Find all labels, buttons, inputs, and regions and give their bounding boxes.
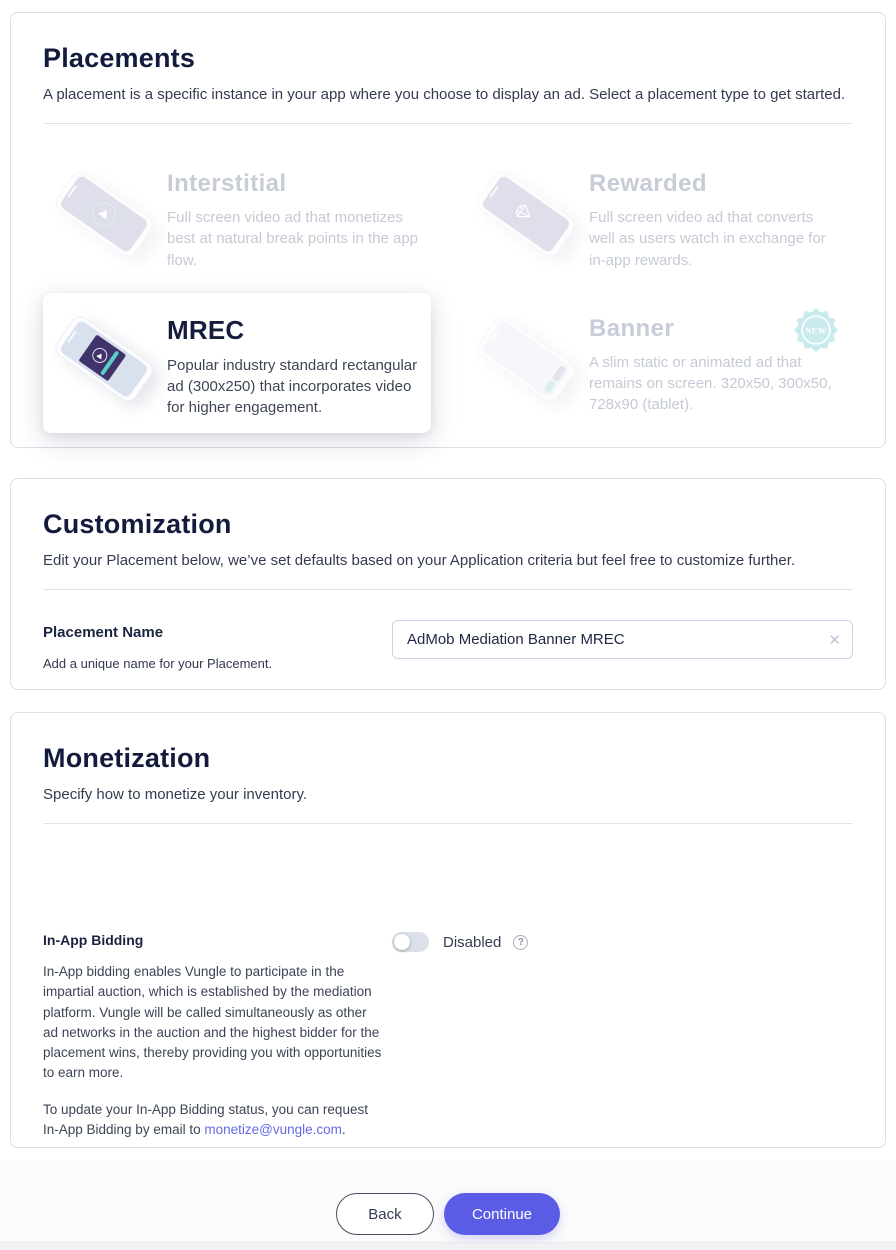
phone-notch xyxy=(489,185,499,198)
placement-name-helper: Add a unique name for your Placement. xyxy=(43,656,273,671)
placement-name-input[interactable] xyxy=(392,620,853,659)
continue-button[interactable]: Continue xyxy=(444,1193,560,1235)
toggle-knob xyxy=(394,934,410,950)
placements-card xyxy=(10,12,886,448)
bottom-strip xyxy=(0,1242,896,1250)
interstitial-phone-illustration xyxy=(43,162,167,266)
placements-divider xyxy=(43,123,853,124)
placement-type-banner[interactable] xyxy=(465,293,853,433)
in-app-bidding-toggle[interactable] xyxy=(392,932,429,952)
new-badge-icon xyxy=(793,307,839,353)
placement-name-row xyxy=(43,620,853,671)
placement-type-rewarded[interactable] xyxy=(465,148,853,285)
type-title: Rewarded xyxy=(589,170,707,197)
customization-divider xyxy=(43,589,853,590)
in-app-bidding-row xyxy=(43,932,853,1154)
phone-shape xyxy=(473,168,578,261)
placements-title: Placements xyxy=(43,43,196,73)
phone-shape xyxy=(473,313,578,406)
placement-type-grid xyxy=(43,148,853,433)
footer xyxy=(0,1160,896,1250)
placement-name-label: Placement Name xyxy=(43,624,164,641)
monetize-email-link[interactable]: monetize@vungle.com xyxy=(204,1121,342,1137)
banner-phone-illustration xyxy=(465,307,589,411)
in-app-bidding-description: In-App bidding enables Vungle to participate in the impartial auction, which is established by the mediation platform. Vungle will be called simultaneously as other ad networks in the auction and the highest bidder for the placement wins, thereby providing you with opportunities to earn more. xyxy=(43,964,382,1081)
in-app-bidding-label: In-App Bidding xyxy=(43,932,144,948)
type-description: A slim static or animated ad that remains on screen. 320x50, 300x50, 728x90 (tablet). xyxy=(589,353,832,414)
type-description: Full screen video ad that monetizes best at natural break points in the app flow. xyxy=(167,209,419,269)
customization-card xyxy=(10,478,886,690)
svg-text:NEW: NEW xyxy=(804,325,828,336)
phone-shape xyxy=(51,168,156,261)
back-button[interactable]: Back xyxy=(336,1193,434,1235)
monetization-title: Monetization xyxy=(43,743,211,773)
placement-type-interstitial[interactable] xyxy=(43,148,431,285)
update-note-text: To update your In-App Bidding status, you can request In-App Bidding by email to xyxy=(43,1101,368,1137)
update-note-suffix: . xyxy=(341,1121,346,1137)
monetization-divider xyxy=(43,823,853,824)
monetization-card xyxy=(10,712,886,1148)
customization-title: Customization xyxy=(43,509,232,539)
monetization-subtitle: Specify how to monetize your inventory. xyxy=(43,786,308,803)
phone-notch xyxy=(67,185,77,198)
help-icon[interactable]: ? xyxy=(513,935,528,950)
mrec-phone-illustration xyxy=(43,307,167,411)
gem-icon xyxy=(510,198,541,229)
mrec-ad-unit xyxy=(78,334,126,381)
type-title: Interstitial xyxy=(167,170,287,197)
type-description: Popular industry standard rectangular ad (300x250) that incorporates video for higher engagement. xyxy=(167,356,418,417)
customization-subtitle: Edit your Placement below, we’ve set defaults based on your Application criteria but feel free to customize further. xyxy=(43,552,796,569)
in-app-bidding-status: Disabled xyxy=(443,933,502,951)
clear-input-icon[interactable]: ✕ xyxy=(826,620,843,659)
play-icon xyxy=(87,197,120,230)
phone-notch xyxy=(67,330,77,343)
type-title: MREC xyxy=(167,314,245,345)
phone-notch xyxy=(489,330,499,343)
phone-shape xyxy=(51,313,156,406)
in-app-bidding-update-note xyxy=(43,1100,383,1141)
type-description: Full screen video ad that converts well as users watch in exchange for in-app rewards. xyxy=(589,209,826,269)
type-title: Banner xyxy=(589,314,675,342)
placements-subtitle: A placement is a specific instance in your app where you choose to display an ad. Select a placement type to get started. xyxy=(43,86,846,103)
placement-type-mrec[interactable] xyxy=(43,293,431,433)
banner-ad-strip xyxy=(544,365,567,394)
rewarded-phone-illustration xyxy=(465,162,589,266)
